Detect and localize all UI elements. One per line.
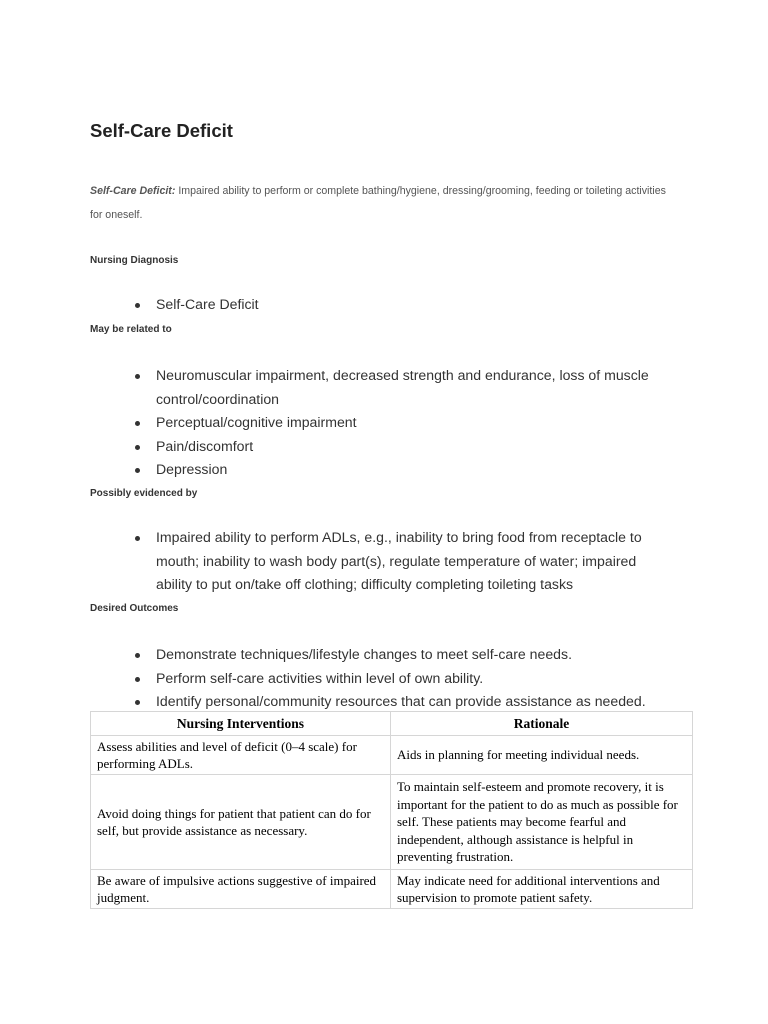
rationale-cell: To maintain self-esteem and promote recovery, it is important for the patient to do as much as possible for self. These patients may become fearful and independent, although assistance is helpful in preventing frustration.	[391, 775, 693, 870]
table-row	[91, 775, 693, 870]
column-header-rationale: Rationale	[391, 712, 693, 736]
list-item: Neuromuscular impairment, decreased strength and endurance, loss of muscle control/coordination	[135, 364, 663, 411]
list-item: Self-Care Deficit	[135, 293, 676, 317]
definition-term: Self-Care Deficit:	[90, 185, 176, 197]
section-heading-desired-outcomes: Desired Outcomes	[90, 603, 179, 614]
nursing-diagnosis-list	[135, 293, 676, 317]
definition-paragraph	[90, 179, 680, 227]
rationale-cell: Aids in planning for meeting individual needs.	[391, 736, 693, 775]
evidenced-by-list	[135, 526, 655, 597]
table-header-row	[91, 712, 693, 736]
desired-outcomes-list	[135, 643, 695, 714]
list-item: Identify personal/community resources that can provide assistance as needed.	[135, 690, 695, 714]
section-heading-nursing-diagnosis: Nursing Diagnosis	[90, 255, 179, 266]
rationale-cell: May indicate need for additional interventions and supervision to promote patient safety.	[391, 870, 693, 909]
list-item: Depression	[135, 458, 663, 482]
intervention-cell: Avoid doing things for patient that patient can do for self, but provide assistance as necessary.	[91, 775, 391, 870]
list-item: Demonstrate techniques/lifestyle changes to meet self-care needs.	[135, 643, 695, 667]
list-item: Perform self-care activities within level of own ability.	[135, 667, 695, 691]
intervention-cell: Be aware of impulsive actions suggestive of impaired judgment.	[91, 870, 391, 909]
related-to-list	[135, 364, 663, 482]
list-item: Perceptual/cognitive impairment	[135, 411, 663, 435]
interventions-table	[90, 711, 693, 909]
section-heading-related-to: May be related to	[90, 324, 172, 335]
table-row	[91, 870, 693, 909]
page-title: Self-Care Deficit	[90, 120, 233, 141]
list-item: Impaired ability to perform ADLs, e.g., inability to bring food from receptacle to mouth; inability to wash body part(s), regulate temperature of water; impaired ability to put on/take off clothing; difficulty completing toileting tasks	[135, 526, 655, 597]
table-row	[91, 736, 693, 775]
list-item: Pain/discomfort	[135, 435, 663, 459]
section-heading-evidenced-by: Possibly evidenced by	[90, 488, 198, 499]
intervention-cell: Assess abilities and level of deficit (0–4 scale) for performing ADLs.	[91, 736, 391, 775]
column-header-interventions: Nursing Interventions	[91, 712, 391, 736]
definition-text: Impaired ability to perform or complete bathing/hygiene, dressing/grooming, feeding or toileting activities for oneself.	[90, 185, 666, 221]
